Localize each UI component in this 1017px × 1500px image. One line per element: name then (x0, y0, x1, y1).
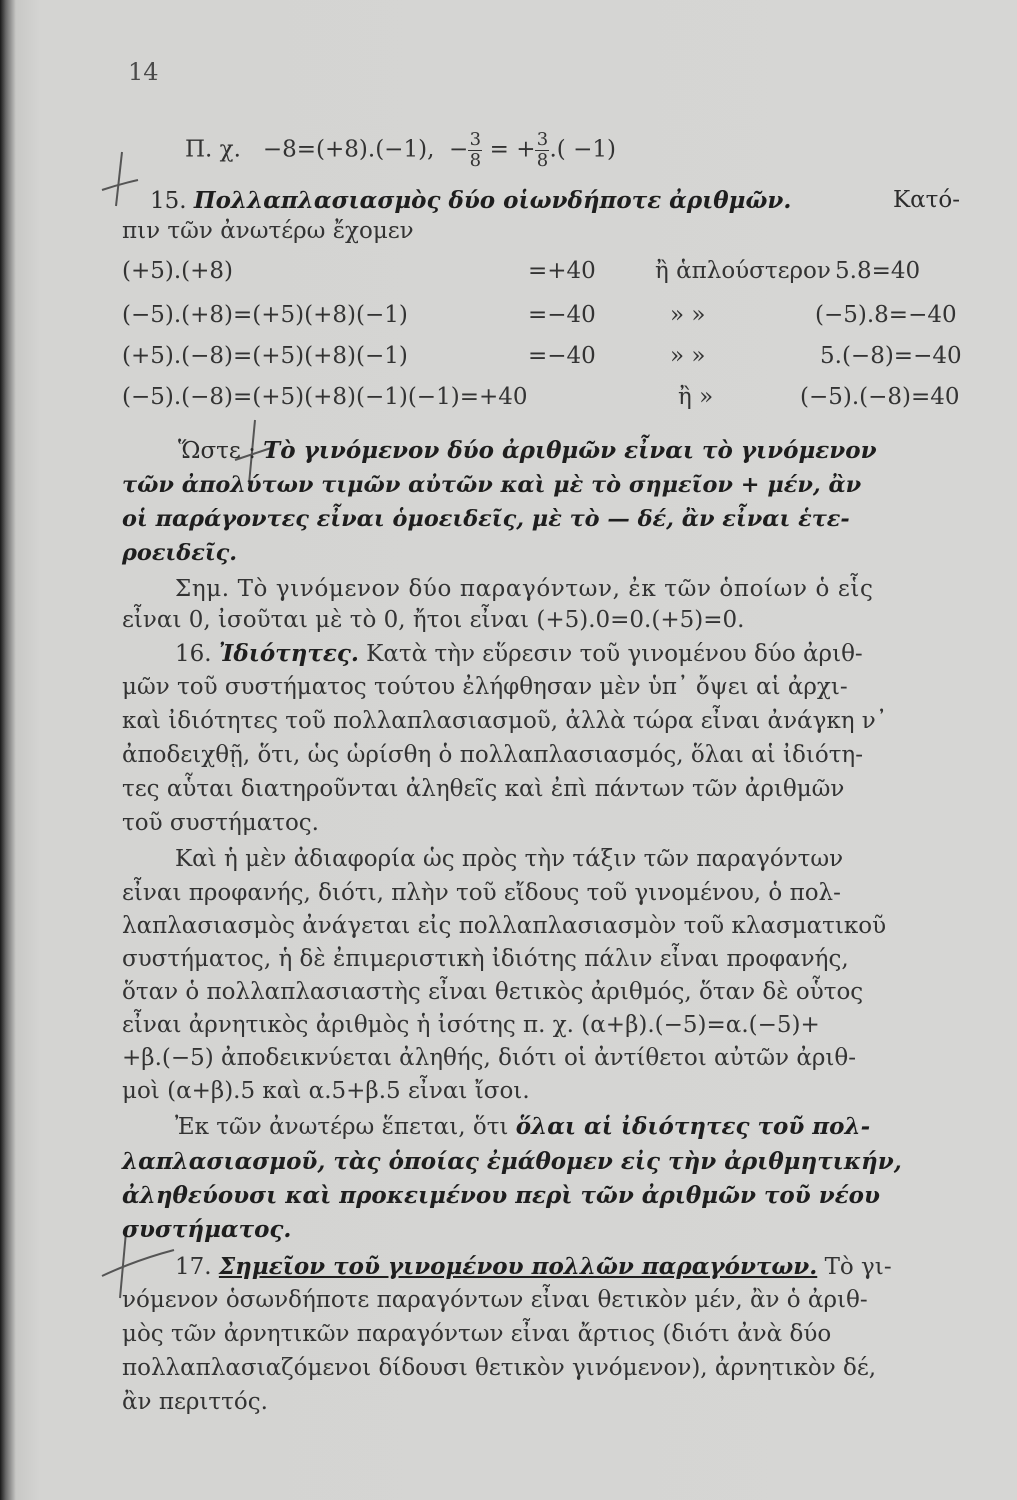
conclusion-line: ἀληθεύουσι καὶ προκειμένου περὶ τῶν ἀριθμῶν τοῦ νέου (122, 1182, 880, 1209)
handwritten-cross-mark (100, 150, 140, 214)
text-line: πιν τῶν ἀνωτέρω ἔχομεν (122, 218, 414, 244)
fraction: $\frac{3}{8}$ (536, 129, 549, 171)
text-line: εἶναι προφανής, διότι, πλὴν τοῦ εἴδους τοῦ γινομένου, ὁ πολ- (122, 880, 841, 906)
conclusion-line: Ἐκ τῶν ἀνωτέρω ἕπεται, ὅτι ὅλαι αἱ ἰδιότητες τοῦ πολ- (175, 1113, 871, 1140)
equation-mid: =−40 (528, 302, 596, 328)
text-line: τες αὗται διατηροῦνται ἀληθεῖς καὶ ἐπὶ πάντων τῶν ἀριθμῶν (122, 776, 845, 802)
note-line: Σημ. Τὸ γινόμενον δύο παραγόντων, ἐκ τῶν ὁποίων ὁ εἷς (175, 576, 874, 602)
conclusion-line: συστήματος. (122, 1216, 292, 1243)
equation-lhs: (−5).(−8)=(+5)(+8)(−1)(−1)=+40 (122, 384, 528, 410)
text-line: ἀποδειχθῇ, ὅτι, ὡς ὡρίσθη ὁ πολλαπλασιασμός, ὅλαι αἱ ἰδιότη- (122, 742, 863, 768)
text-line: συστήματος, ἡ δὲ ἐπιμεριστικὴ ἰδιότης πάλιν εἶναι προφανής, (122, 946, 849, 972)
rule-line: ροειδεῖς. (122, 540, 238, 566)
example-eq: = + (489, 136, 536, 163)
equation-rhs: 5.8=40 (835, 258, 921, 284)
rule-line: τῶν ἀπολύτων τιμῶν αὐτῶν καὶ μὲ τὸ σημεῖον + μέν, ἂν (122, 472, 862, 498)
text-line: καὶ ἰδιότητες τοῦ πολλαπλασιασμοῦ, ἀλλὰ τώρα εἶναι ἀνάγκη ν᾿ (122, 708, 888, 734)
example-expr: −8=(+8).(−1), (262, 136, 435, 163)
section-number: 16. (175, 641, 212, 667)
equation-lhs: (+5).(+8) (122, 258, 234, 284)
text-line: +β.(−5) ἀποδεικνύεται ἀληθής, διότι οἱ ἀντίθετοι αὐτῶν ἀριθ- (122, 1045, 857, 1071)
fraction: $\frac{3}{8}$ (469, 129, 482, 171)
rule-line: Ὥστε : Τὸ γινόμενον δύο ἀριθμῶν εἶναι τὸ γινόμενον (178, 437, 877, 464)
text-line: ἂν περιττός. (122, 1389, 268, 1415)
equation-rhs: (−5).8=−40 (815, 302, 957, 328)
text-line: τοῦ συστήματος. (122, 810, 319, 836)
equation-conn: » » (670, 302, 706, 328)
section-15-heading: 15. Πολλαπλασιασμὸς δύο οἱωνδήποτε ἀριθμῶν. Κατό- (150, 187, 960, 214)
equation-lhs: (+5).(−8)=(+5)(+8)(−1) (122, 343, 408, 369)
equation-rhs: 5.(−8)=−40 (820, 343, 962, 369)
text-line: εἶναι ἀρνητικὸς ἀριθμὸς ἡ ἰσότης π. χ. (α+β).(−5)=α.(−5)+ (122, 1012, 820, 1038)
equation-conn: ἢ » (678, 384, 714, 410)
equation-mid: =−40 (528, 343, 596, 369)
equation-conn: ἢ ἁπλούστερον (655, 258, 831, 284)
text-line: νόμενον ὁσωνδήποτε παραγόντων εἶναι θετικὸν μέν, ἂν ὁ ἀριθ- (122, 1287, 868, 1313)
text-line: μῶν τοῦ συστήματος τούτου ἐλήφθησαν μὲν ὑπ᾿ ὄψει αἱ ἀρχι- (122, 674, 848, 700)
note-line: εἶναι 0, ἰσοῦται μὲ τὸ 0, ἤτοι εἶναι (+5).0=0.(+5)=0. (122, 607, 745, 633)
example-tail: .( −1) (549, 136, 616, 163)
section-title: Σημεῖον τοῦ γινομένου πολλῶν παραγόντων. (218, 1253, 818, 1280)
equation-conn: » » (670, 343, 706, 369)
text-line: Καὶ ἡ μὲν ἀδιαφορία ὡς πρὸς τὴν τάξιν τῶν παραγόντων (175, 846, 844, 872)
example-line (185, 129, 616, 171)
text-line: μὸς τῶν ἀρνητικῶν παραγόντων εἶναι ἄρτιος (διότι ἀνὰ δύο (122, 1321, 832, 1347)
equation-rhs: (−5).(−8)=40 (800, 384, 960, 410)
rule-lead: Ὥστε : (178, 438, 256, 464)
section-title: Ἰδιότητες. (218, 640, 359, 667)
section-17-heading: 17. Σημεῖον τοῦ γινομένου πολλῶν παραγόντων. Τὸ γι- (175, 1253, 892, 1280)
equation-lhs: (−5).(+8)=(+5)(+8)(−1) (122, 302, 408, 328)
section-title: Πολλαπλασιασμὸς δύο οἱωνδήποτε ἀριθμῶν. (193, 187, 792, 214)
text-line: ὅταν ὁ πολλαπλασιαστὴς εἶναι θετικὸς ἀριθμός, ὅταν δὲ οὗτος (122, 979, 864, 1005)
section-number: 15. (150, 188, 187, 214)
equation-mid: =+40 (528, 258, 596, 284)
text-line: μοὶ (α+β).5 καὶ α.5+β.5 εἶναι ἴσοι. (122, 1078, 530, 1104)
rule-line: οἱ παράγοντες εἶναι ὁμοειδεῖς, μὲ τὸ — δέ, ἂν εἶναι ἑτε- (122, 506, 850, 532)
conclusion-line: λαπλασιασμοῦ, τὰς ὁποίας ἐμάθομεν εἰς τὴν ἀριθμητικήν, (122, 1148, 902, 1175)
section-16-heading: 16. Ἰδιότητες. Κατὰ τὴν εὕρεσιν τοῦ γινομένου δύο ἀριθ- (175, 640, 863, 667)
example-minus: − (449, 136, 469, 163)
example-prefix: Π. χ. (185, 136, 241, 163)
text-line: λαπλασιασμὸς ἀνάγεται εἰς πολλαπλασιασμὸν τοῦ κλασματικοῦ (122, 913, 887, 939)
text-line: πολλαπλασιαζόμενοι δίδουσι θετικὸν γινόμενον), ἀρνητικὸν δέ, (122, 1355, 877, 1381)
section-number: 17. (175, 1254, 212, 1280)
page-number: 14 (128, 58, 159, 86)
